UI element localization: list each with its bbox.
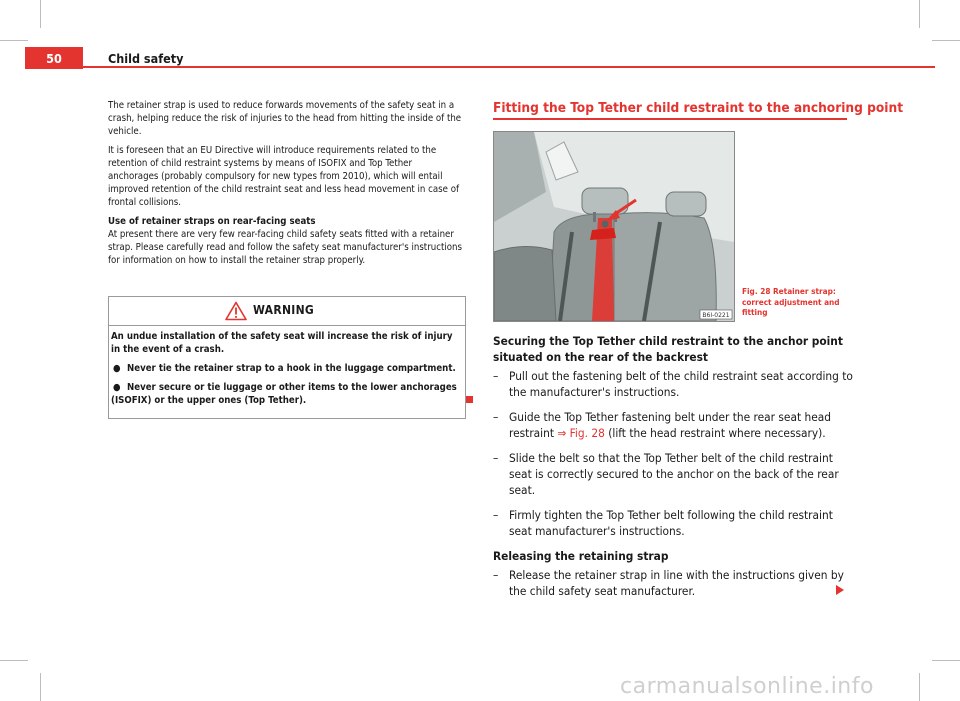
crop-mark (919, 0, 920, 28)
releasing-heading: Releasing the retaining strap (493, 549, 669, 563)
step-text-tail: (lift the head restraint where necessary). (608, 426, 826, 440)
instruction-step (493, 567, 853, 599)
subheading-rear-facing: Use of retainer straps on rear-facing seats (108, 216, 316, 228)
instruction-step (493, 507, 853, 539)
page-number: 50 (25, 47, 83, 69)
figure-code: B6I-0221 (702, 312, 730, 319)
watermark: carmanualsonline.info (620, 674, 874, 699)
header-rule (83, 66, 935, 68)
warning-header (109, 297, 465, 326)
paragraph-directive: It is foreseen that an EU Directive will introduce requirements related to the retention of child restraint systems by means of ISOFIX and Top Tether anchorages (probably compulsory for new types from 2010), which will entail improved retention of the child restraint seat and less head movement in case of frontal collisions. (108, 145, 460, 208)
paragraph-intro: The retainer strap is used to reduce forwards movements of the safety seat in a crash, helping reduce the risk of injuries to the head from hitting the inside of the vehicle. (108, 100, 462, 137)
crop-mark (40, 673, 41, 701)
warning-title: WARNING (253, 303, 315, 317)
bullet-icon: ● (113, 382, 121, 393)
step-text: Pull out the fastening belt of the child restraint seat according to the manufacturer's instructions. (509, 369, 853, 399)
right-column (493, 333, 853, 608)
warning-box (108, 296, 466, 419)
rear-seat-illustration (494, 132, 734, 321)
warning-bullet (111, 381, 463, 407)
instruction-step (493, 368, 853, 400)
warning-bullet-text: Never tie the retainer strap to a hook in the luggage compartment. (127, 363, 456, 374)
crop-mark (932, 40, 960, 41)
warning-body (109, 326, 465, 418)
continue-arrow-icon (836, 585, 844, 595)
figure-reference-link[interactable]: ⇒ Fig. 28 (557, 426, 605, 440)
step-text: Guide the Top Tether fastening belt under the rear seat head restraint (509, 410, 831, 440)
dash-bullet: – (493, 410, 499, 424)
bullet-icon: ● (113, 363, 121, 374)
instruction-step (493, 450, 853, 498)
warning-triangle-icon (225, 301, 247, 321)
step-text: Release the retainer strap in line with the instructions given by the child safety seat manufacturer. (509, 568, 844, 598)
step-text: Slide the belt so that the Top Tether belt of the child restraint seat is correctly secured to the anchor on the back of the rear seat. (509, 451, 839, 497)
warning-intro: An undue installation of the safety seat will increase the risk of injury in the event of a crash. (111, 331, 453, 355)
crop-mark (40, 0, 41, 28)
chapter-title: Child safety (108, 51, 184, 66)
crop-mark (0, 660, 28, 661)
instructions-heading: Securing the Top Tether child restraint to the anchor point situated on the rear of the backrest (493, 334, 843, 364)
figure-rear-seat-illustration (493, 131, 735, 322)
dash-bullet: – (493, 369, 499, 383)
dash-bullet: – (493, 451, 499, 465)
section-title: Fitting the Top Tether child restraint to the anchoring point (493, 100, 904, 116)
crop-mark (932, 660, 960, 661)
section-rule (493, 118, 847, 120)
instruction-step (493, 409, 853, 441)
left-column (108, 100, 464, 275)
section-end-icon (466, 396, 473, 403)
dash-bullet: – (493, 568, 499, 582)
crop-mark (0, 40, 28, 41)
crop-mark (919, 673, 920, 701)
dash-bullet: – (493, 508, 499, 522)
step-text: Firmly tighten the Top Tether belt following the child restraint seat manufacturer's instructions. (509, 508, 833, 538)
warning-bullet (111, 362, 463, 375)
figure-caption: Fig. 28 Retainer strap: correct adjustment and fitting (742, 286, 840, 317)
warning-bullet-text: Never secure or tie luggage or other items to the lower anchorages (ISOFIX) or the upper ones (Top Tether). (111, 382, 457, 406)
paragraph-rear-facing: At present there are very few rear-facing child safety seats fitted with a retainer strap. Please carefully read and follow the safety seat manufacturer's instructions for information on how to install the retainer strap properly. (108, 229, 462, 266)
